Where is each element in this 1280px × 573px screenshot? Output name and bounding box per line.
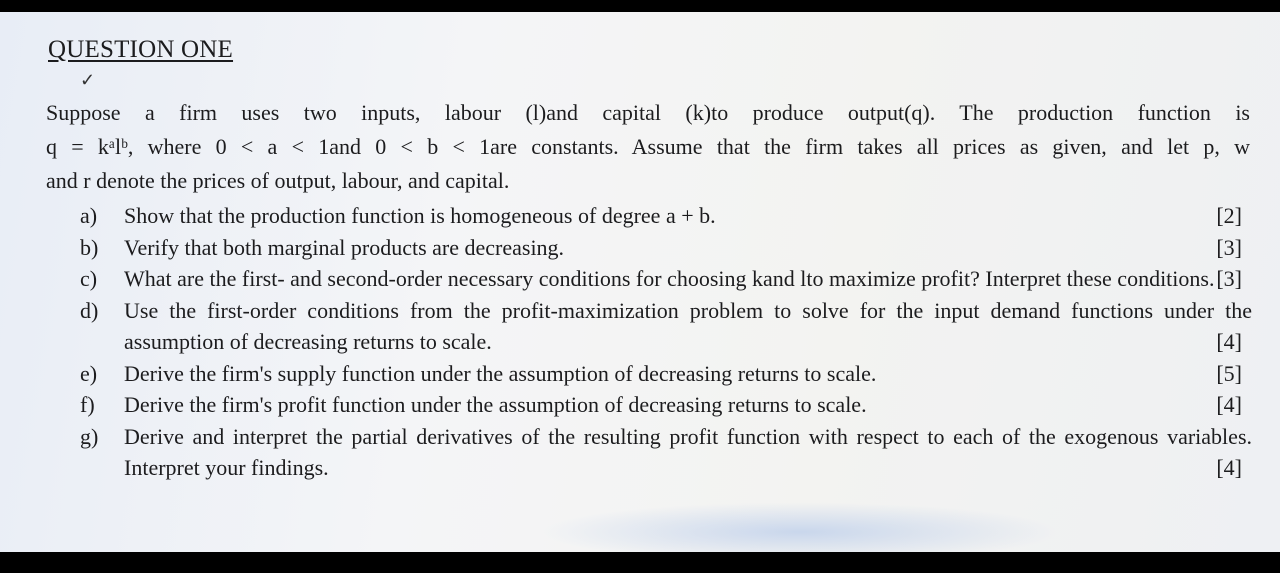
intro-line-3: and r denote the prices of output, labour, and capital.	[46, 168, 510, 193]
question-letter: f)	[80, 392, 95, 417]
question-mark: [5]	[1216, 360, 1242, 386]
question-mark: [2]	[1216, 203, 1242, 228]
check-mark-icon: ✓	[80, 70, 96, 90]
document-page	[0, 12, 1280, 552]
question-item-e	[80, 358, 1252, 390]
question-item-c	[80, 263, 1252, 295]
question-letter: a)	[80, 203, 98, 228]
question-letter: e)	[80, 360, 98, 386]
question-text: What are the first- and second-order necessary conditions for choosing kand lto maximize profit? Interpret these conditions.	[124, 266, 1215, 291]
question-mark: [3]	[1216, 266, 1242, 291]
question-title: QUESTION ONE	[48, 36, 234, 63]
intro-line-2: q = kᵃlᵇ, where 0 < a < 1and 0 < b < 1are constants. Assume that the firm takes all prices as given, and let p, w	[46, 134, 1250, 159]
question-text: Derive and interpret the partial derivatives of the resulting profit function with respect to each of the exogenous variables. Interpret your findings.	[124, 423, 1252, 480]
intro-paragraph	[46, 96, 1250, 198]
question-letter: d)	[80, 297, 99, 323]
question-mark: [4]	[1216, 455, 1242, 480]
question-letter: b)	[80, 234, 99, 260]
question-mark: [4]	[1216, 392, 1242, 417]
question-mark: [3]	[1216, 234, 1242, 260]
question-list	[80, 200, 1252, 484]
question-mark: [4]	[1216, 329, 1242, 354]
question-item-g	[80, 421, 1252, 484]
question-letter: c)	[80, 266, 98, 291]
question-item-d	[80, 295, 1252, 358]
question-text: Show that the production function is homogeneous of degree a + b.	[124, 203, 716, 228]
question-text: Derive the firm's supply function under the assumption of decreasing returns to scale.	[124, 360, 877, 386]
question-item-f	[80, 389, 1252, 421]
question-text: Derive the firm's profit function under the assumption of decreasing returns to scale.	[124, 392, 867, 417]
question-letter: g)	[80, 423, 99, 449]
question-item-b	[80, 232, 1252, 264]
intro-line-1: Suppose a firm uses two inputs, labour (l)and capital (k)to produce output(q). The production function is	[46, 100, 1250, 125]
question-item-a	[80, 200, 1252, 232]
question-text: Use the first-order conditions from the profit-maximization problem to solve for the input demand functions under the assumption of decreasing returns to scale.	[124, 297, 1252, 354]
lighting-shade	[540, 502, 1060, 552]
question-text: Verify that both marginal products are decreasing.	[124, 234, 565, 260]
